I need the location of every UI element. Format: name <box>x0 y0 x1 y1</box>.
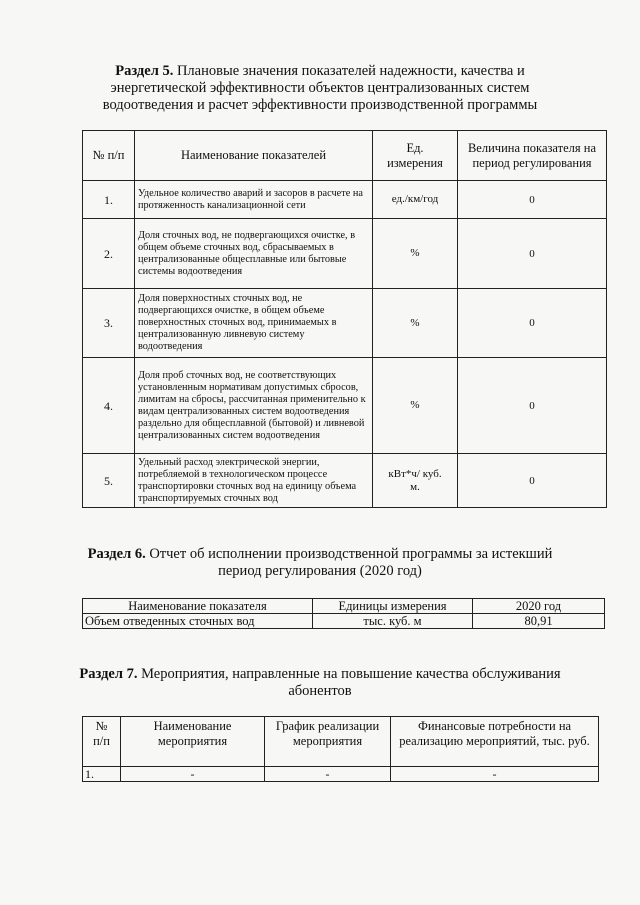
section6-label: Раздел 6. <box>87 546 146 562</box>
table-row <box>83 181 607 219</box>
row-indicator: Удельное количество аварий и засоров в расчете на протяженность канализационной сети <box>135 181 373 219</box>
row-num: 2. <box>83 219 135 289</box>
row-unit: % <box>373 358 458 454</box>
section7-title-line1: Раздел 7. Мероприятия, направленные на повышение качества обслуживания <box>79 666 561 682</box>
column-header-name: Наименование показателей <box>135 131 373 181</box>
indicators-table <box>82 130 607 508</box>
section5-title-line1: Раздел 5. Плановые значения показателей надежности, качества и <box>115 63 525 79</box>
row-unit: % <box>373 289 458 358</box>
row-num: 1. <box>83 181 135 219</box>
row-indicator: Объем отведенных сточных вод <box>83 614 313 629</box>
row-measure: - <box>121 767 265 782</box>
table-row <box>83 358 607 454</box>
column-header-finance: Финансовые потребности на реализацию мероприятий, тыс. руб. <box>391 717 599 767</box>
row-num: 3. <box>83 289 135 358</box>
row-schedule: - <box>265 767 391 782</box>
table-row <box>83 614 605 629</box>
row-finance: - <box>391 767 599 782</box>
section6-title-line1: Раздел 6. Отчет об исполнении производственной программы за истекший <box>87 546 553 562</box>
row-indicator: Доля сточных вод, не подвергающихся очистке, в общем объеме сточных вод, сбрасываемых в централизованные общесплавные или бытовые системы водоотведения <box>135 219 373 289</box>
row-unit: кВт*ч/ куб. м. <box>373 454 458 508</box>
section7-title-line2: абонентов <box>288 683 352 699</box>
row-num: 5. <box>83 454 135 508</box>
table-row <box>83 219 607 289</box>
row-indicator: Доля поверхностных сточных вод, не подвергающихся очистке, в общем объеме поверхностных сточных вод, принимаемых в централизованную ливневую систему водоотведения <box>135 289 373 358</box>
section7-title <box>0 666 640 700</box>
column-header-value: Величина показателя на период регулирования <box>458 131 607 181</box>
column-header-num: № п/п <box>83 131 135 181</box>
column-header-unit: Единицы измерения <box>313 599 473 614</box>
column-header-year: 2020 год <box>473 599 605 614</box>
section6-title <box>0 546 640 580</box>
table-row <box>83 454 607 508</box>
row-num: 1. <box>83 767 121 782</box>
row-indicator: Удельный расход электрической энергии, потребляемой в технологическом процессе транспортировки сточных вод на единицу объема транспортируемых сточных вод <box>135 454 373 508</box>
table-header-row <box>83 717 599 767</box>
row-unit: % <box>373 219 458 289</box>
column-header-name: Наименование мероприятия <box>121 717 265 767</box>
row-value: 0 <box>458 358 607 454</box>
row-value: 0 <box>458 181 607 219</box>
row-value: 0 <box>458 219 607 289</box>
column-header-name: Наименование показателя <box>83 599 313 614</box>
row-value: 0 <box>458 289 607 358</box>
column-header-num: № п/п <box>83 717 121 767</box>
table-row <box>83 767 599 782</box>
section7-label: Раздел 7. <box>79 666 138 682</box>
row-value: 80,91 <box>473 614 605 629</box>
column-header-unit: Ед. измерения <box>373 131 458 181</box>
table-header-row <box>83 599 605 614</box>
table-header-row <box>83 131 607 181</box>
section5-label: Раздел 5. <box>115 63 174 79</box>
report-table <box>82 598 605 629</box>
row-value: 0 <box>458 454 607 508</box>
row-num: 4. <box>83 358 135 454</box>
column-header-schedule: График реализации мероприятия <box>265 717 391 767</box>
section6-title-line2: период регулирования (2020 год) <box>218 563 422 579</box>
row-indicator: Доля проб сточных вод, не соответствующих установленным нормативам допустимых сбросов, лимитам на сбросы, рассчитанная применительно к видам централизованных систем водоотведения раздельно для общесплавной (бытовой) и ливневой централизованных систем водоотведения <box>135 358 373 454</box>
table-row <box>83 289 607 358</box>
section5-title-line3: водоотведения и расчет эффективности производственной программы <box>102 97 538 113</box>
section5-title <box>0 63 640 114</box>
row-unit: тыс. куб. м <box>313 614 473 629</box>
row-unit: ед./км/год <box>373 181 458 219</box>
measures-table <box>82 716 599 782</box>
section5-title-line2: энергетической эффективности объектов централизованных систем <box>110 80 530 96</box>
